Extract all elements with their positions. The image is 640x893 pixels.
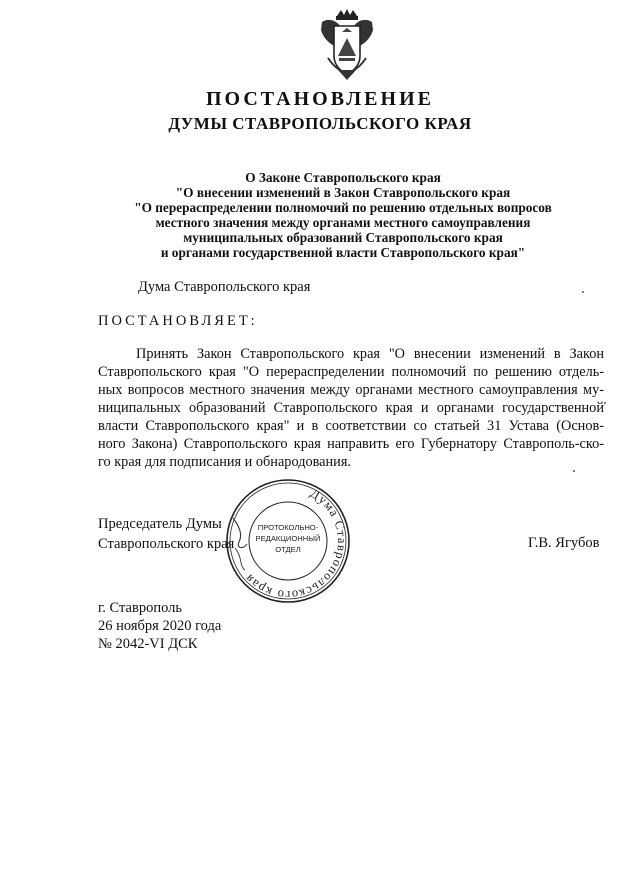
resolution-paragraph (98, 345, 604, 471)
scan-speck (573, 470, 575, 472)
subject-line: "О внесении изменений в Закон Ставропольского края (175, 185, 511, 200)
signatory-position-line: Председатель Думы (98, 516, 222, 532)
stamp-inner-line: ПРОТОКОЛЬНО- (257, 523, 319, 532)
subject-line: "О перераспределении полномочий по решению отдельных вопросов (134, 200, 552, 215)
paragraph-line: власти Ставропольского края" и в соответствии со статьей 31 Устава (Основ- (98, 418, 604, 434)
scan-speck (582, 291, 584, 293)
subject-block (110, 170, 576, 260)
stamp-outer-text: Дума Ставропольского края (241, 486, 350, 603)
date-line: 26 ноября 2020 года (98, 618, 222, 634)
stamp-inner-line: РЕДАКЦИОННЫЙ (255, 534, 321, 543)
signatory-position-line: Ставропольского края (98, 536, 235, 552)
paragraph-line: го края для подписания и обнародования. (98, 454, 351, 470)
issuer-line: Дума Ставропольского края (138, 279, 311, 295)
document-subtitle: ДУМЫ СТАВРОПОЛЬСКОГО КРАЯ (168, 114, 472, 133)
subject-line: местного значения между органами местного самоуправления (155, 215, 531, 230)
coat-of-arms-icon (318, 8, 376, 82)
paragraph-line: ных вопросов местного значения между органами местного самоуправления му- (98, 382, 604, 398)
official-stamp (225, 478, 351, 604)
subject-line: муниципальных образований Ставропольского края (183, 230, 503, 245)
signatory-position (98, 514, 234, 554)
paragraph-line: Ставропольского края "О перераспределении полномочий по решению отдель- (98, 364, 604, 380)
paragraph-line: Принять Закон Ставропольского края "О внесении изменений в Закон (136, 346, 604, 362)
scan-speck (604, 402, 606, 404)
paragraph-line: ного Закона) Ставропольского края направить его Губернатору Ставрополь-ско- (98, 436, 604, 452)
resolves-heading: ПОСТАНОВЛЯЕТ: (98, 313, 258, 329)
subject-line: и органами государственной власти Ставропольского края" (160, 245, 526, 260)
document-number: № 2042-VI ДСК (98, 636, 198, 652)
document-title: ПОСТАНОВЛЕНИЕ (206, 88, 434, 110)
paragraph-line: ниципальных образований Ставропольского края и органами государственной (98, 400, 604, 416)
signatory-name: Г.В. Ягубов (528, 535, 600, 551)
city-line: г. Ставрополь (98, 600, 183, 616)
subject-line: О Законе Ставропольского края (245, 170, 441, 185)
stamp-inner-line: ОТДЕЛ (275, 545, 301, 554)
place-and-date (98, 599, 221, 653)
